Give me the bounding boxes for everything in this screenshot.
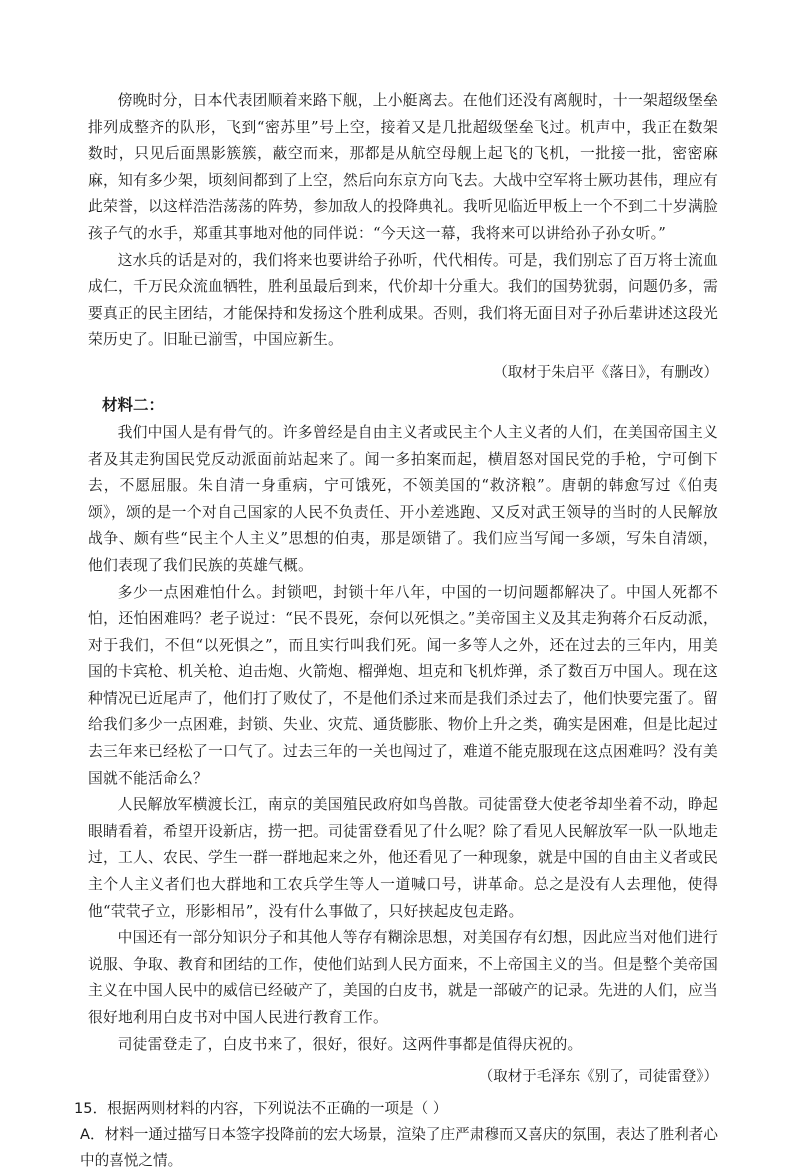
document-content: [74, 88, 718, 1174]
material1-paragraph-1: 傍晚时分，日本代表团顺着来路下舰，上小艇离去。在他们还没有离舰时，十一架超级堡垒排列成整齐的队形，飞到“密苏里”号上空，接着又是几批超级堡垒飞过。机声中，我正在数架数时，只见后面黑影簇簇，蔽空而来，那都是从航空母舰上起飞的飞机，一批接一批，密密麻麻，知有多少架，顷刻间都到了上空，然后向东京方向飞去。大战中空军将士厥功甚伟，理应有此荣誉，以这样浩浩荡荡的阵势，参加敌人的投降典礼。我听见临近甲板上一个不到二十岁满脸孩子气的水手，郑重其事地对他的同伴说：“今天这一幕，我将来可以讲给孙子孙女听。”: [88, 92, 718, 242]
material1-source: （取材于朱启平《落日》，有删改）: [493, 364, 718, 381]
material2-paragraph-2: 多少一点困难怕什么。封锁吧，封锁十年八年，中国的一切问题都解决了。中国人死都不怕，还怕困难吗？老子说过：“民不畏死，奈何以死惧之。”美帝国主义及其走狗蒋介石反动派，对于我们，不但“以死惧之”，而且实行叫我们死。闻一多等人之外，还在过去的三年内，用美国的卡宾枪、机关枪、迫击炮、火箭炮、榴弹炮、坦克和飞机炸弹，杀了数百万中国人。现在这种情况已近尾声了，他们打了败仗了，不是他们杀过来而是我们杀过去了，他们快要完蛋了。留给我们多少一点困难，封锁、失业、灾荒、通货膨胀、物价上升之类，确实是困难，但是比起过去三年来已经松了一口气了。过去三年的一关也闯过了，难道不能克服现在这点困难吗？没有美国就不能活命么？: [88, 583, 718, 787]
question-option-a: A．材料一通过描写日本签字投降前的宏大场景，渲染了庄严肃穆而又喜庆的氛围，表达了胜利者心中的喜悦之情。: [80, 1126, 718, 1170]
material2-paragraph-5: 司徒雷登走了，白皮书来了，很好，很好。这两件事都是值得庆祝的。: [117, 1035, 583, 1053]
material2-paragraph-1: 我们中国人是有骨气的。许多曾经是自由主义者或民主个人主义者的人们，在美国帝国主义者及其走狗国民党反动派面前站起来了。闻一多拍案而起，横眉怒对国民党的手枪，宁可倒下去，不愿屈服。朱自清一身重病，宁可饿死，不领美国的“救济粮”。唐朝的韩愈写过《伯夷颂》，颂的是一个对自己国家的人民不负责任、开小差逃跑、又反对武王领导的当时的人民解放战争、颇有些“民主个人主义”思想的伯夷，那是颂错了。我们应当写闻一多颂，写朱自清颂，他们表现了我们民族的英雄气概。: [88, 423, 718, 574]
material1-paragraph-2: 这水兵的话是对的，我们将来也要讲给子孙听，代代相传。可是，我们别忘了百万将士流血成仁，千万民众流血牺牲，胜利虽最后到来，代价却十分重大。我们的国势犹弱，问题仍多，需要真正的民主团结，才能保持和发扬这个胜利成果。否则，我们将无面目对子孙后辈讲述这段光荣历史了。旧耻已湔雪，中国应新生。: [88, 251, 718, 349]
material2-paragraph-4: 中国还有一部分知识分子和其他人等存有糊涂思想，对美国存有幻想，因此应当对他们进行说服、争取、教育和团结的工作，使他们站到人民方面来，不上帝国主义的当。但是整个美帝国主义在中国人民中的威信已经破产了，美国的白皮书，就是一部破产的记录。先进的人们，应当很好地利用白皮书对中国人民进行教育工作。: [88, 929, 718, 1026]
material2-heading: 材料二：: [102, 395, 165, 414]
material2-source: （取材于毛泽东《别了，司徒雷登》）: [478, 1069, 718, 1086]
question-stem: 15．根据两则材料的内容，下列说法不正确的一项是（ ）: [74, 1100, 448, 1118]
material2-paragraph-3: 人民解放军横渡长江，南京的美国殖民政府如鸟兽散。司徒雷登大使老爷却坐着不动，睁起眼睛看着，希望开设新店，捞一把。司徒雷登看见了什么呢？除了看见人民解放军一队一队地走过，工人、农民、学生一群一群地起来之外，他还看见了一种现象，就是中国的自由主义者或民主个人主义者们也大群地和工农兵学生等人一道喊口号，讲革命。总之是没有人去理他，使得他“茕茕孑立，形影相吊”，没有什么事做了，只好挟起皮包走路。: [88, 796, 718, 920]
